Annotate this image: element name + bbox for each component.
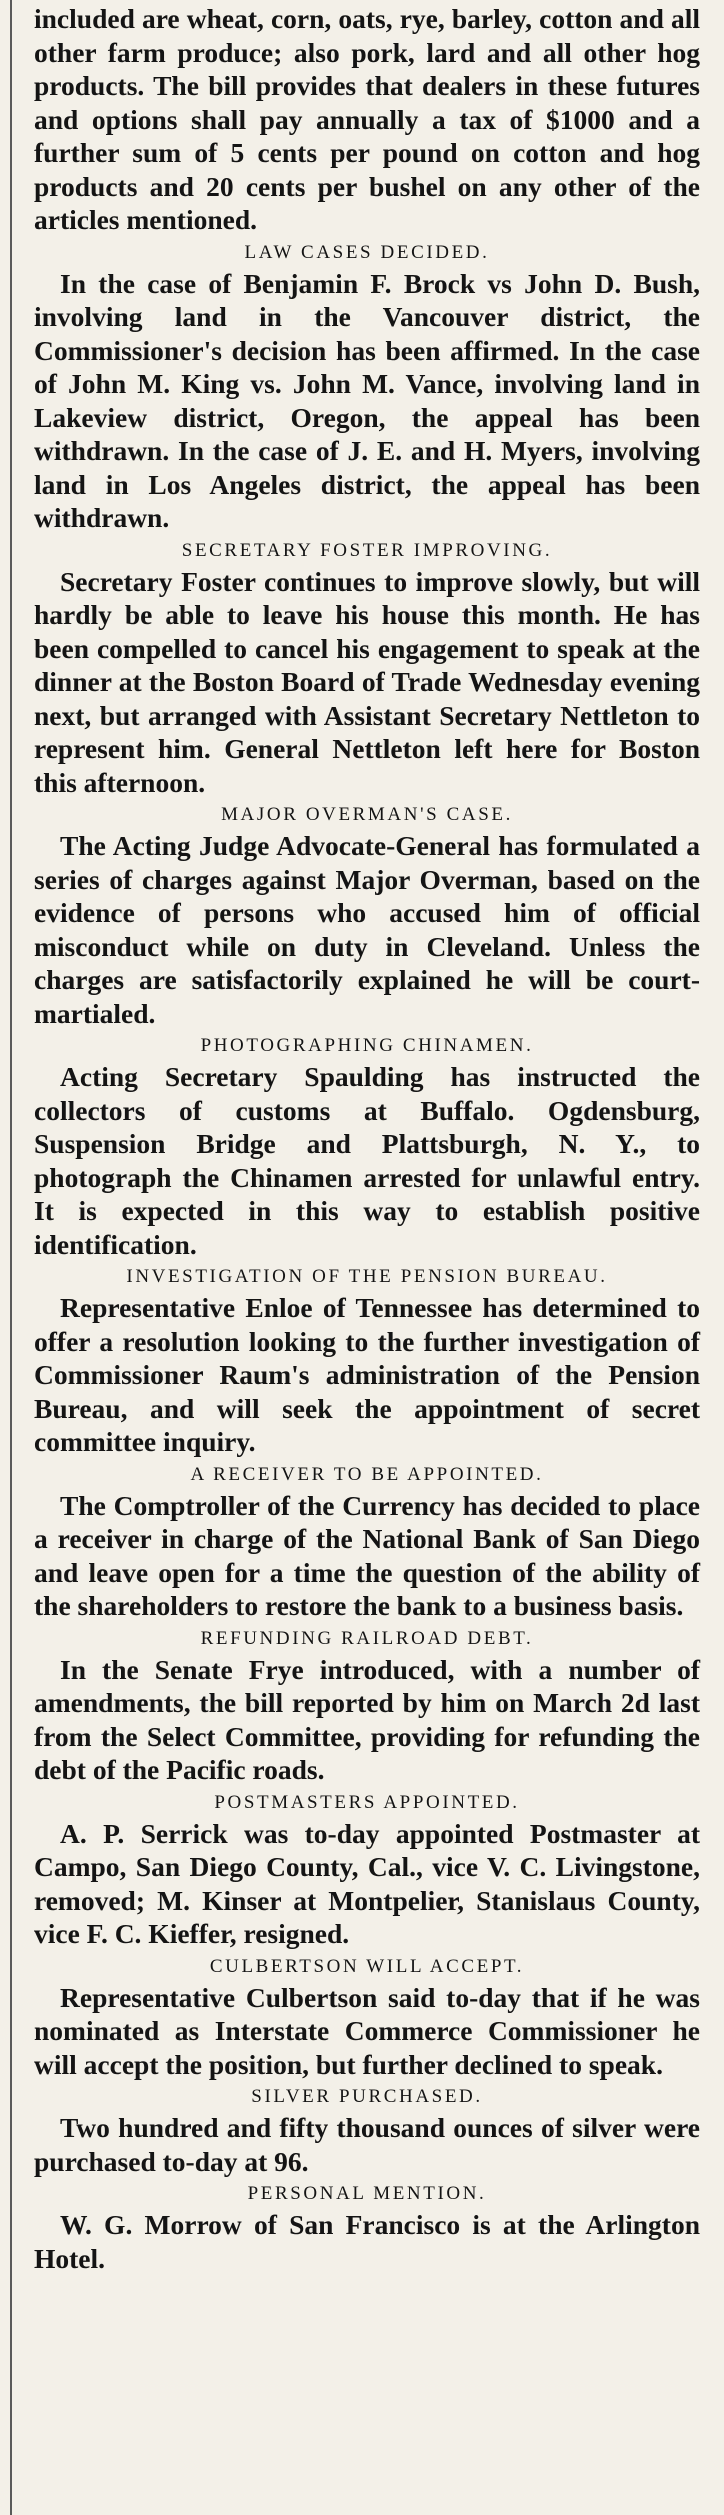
section-body-personal-mention: W. G. Morrow of San Francisco is at the Arlington Hotel. <box>34 2209 700 2274</box>
section-heading-railroad-debt: REFUNDING RAILROAD DEBT. <box>200 1627 534 1649</box>
section-body-railroad-debt: In the Senate Frye introduced, with a number of amendments, the bill reported by him on March 2d last from the Select Committee, providing for refunding the debt of the Pacific roads. <box>34 1653 700 1785</box>
section-body-major-overman: The Acting Judge Advocate-General has formulated a series of charges against Major Overman, based on the evidence of persons who accused him of official misconduct while on duty in Cleveland. Unless the charges are satisfactorily explained he will be court-martialed. <box>34 830 700 1029</box>
section-body-law-cases: In the case of Benjamin F. Brock vs John D. Bush, involving land in the Vancouver district, the Commissioner's decision has been affirmed. In the case of John M. King vs. John M. Vance, involving land in Lakeview district, Oregon, the appeal has been withdrawn. In the case of J. E. and H. Myers, involving land in Los Angeles district, the appeal has been withdrawn. <box>34 267 700 533</box>
intro-paragraph: included are wheat, corn, oats, rye, barley, cotton and all other farm produce; also pork, lard and all other hog products. The bill provides that dealers in these futures and options shall pay annually a tax of $1000 and a further sum of 5 cents per pound on cotton and hog products and 20 cents per bushel on any other of the articles mentioned. <box>34 3 700 235</box>
section-heading-law-cases: LAW CASES DECIDED. <box>244 241 490 263</box>
section-body-secretary-foster: Secretary Foster continues to improve slowly, but will hardly be able to leave his house this month. He has been compelled to cancel his engagement to speak at the dinner at the Boston Board of Trade Wednesday evening next, but arranged with Assistant Secretary Nettleton to represent him. General Nettleton left here for Boston this afternoon. <box>34 565 700 798</box>
column-rule <box>10 0 12 2515</box>
section-heading-secretary-foster: SECRETARY FOSTER IMPROVING. <box>181 539 553 561</box>
section-body-silver: Two hundred and fifty thousand ounces of silver were purchased to-day at 96. <box>34 2112 700 2177</box>
section-body-receiver: The Comptroller of the Currency has decided to place a receiver in charge of the National Bank of San Diego and leave open for a time the question of the ability of the shareholders to restore the bank to a business basis. <box>34 1489 700 1621</box>
section-heading-major-overman: MAJOR OVERMAN'S CASE. <box>221 804 513 825</box>
section-heading-postmasters: POSTMASTERS APPOINTED. <box>214 1791 520 1813</box>
section-heading-pension-bureau: INVESTIGATION OF THE PENSION BUREAU. <box>126 1266 608 1287</box>
section-body-pension-bureau: Representative Enloe of Tennessee has determined to offer a resolution looking to the further investigation of Commissioner Raum's administration of the Pension Bureau, and will seek the appointment of secret committee inquiry. <box>34 1292 700 1457</box>
section-body-culbertson: Representative Culbertson said to-day that if he was nominated as Interstate Commerce Commissioner he will accept the position, but further declined to speak. <box>34 1981 700 2080</box>
section-heading-silver: SILVER PURCHASED. <box>251 2086 483 2107</box>
section-heading-culbertson: CULBERTSON WILL ACCEPT. <box>209 1955 525 1977</box>
section-body-postmasters: A. P. Serrick was to-day appointed Postmaster at Campo, San Diego County, Cal., vice V. C. Livingstone, removed; M. Kinser at Montpelier, Stanislaus County, vice F. C. Kieffer, resigned. <box>34 1817 700 1949</box>
section-heading-photographing-chinamen: PHOTOGRAPHING CHINAMEN. <box>200 1035 534 1056</box>
section-body-photographing-chinamen: Acting Secretary Spaulding has instructed the collectors of customs at Buffalo. Ogdensburg, Suspension Bridge and Plattsburgh, N. Y., to photograph the Chinamen arrested for unlawful entry. It is expected in this way to establish positive identification. <box>34 1061 700 1260</box>
section-heading-personal-mention: PERSONAL MENTION. <box>247 2183 487 2204</box>
section-heading-receiver: A RECEIVER TO BE APPOINTED. <box>190 1463 544 1485</box>
